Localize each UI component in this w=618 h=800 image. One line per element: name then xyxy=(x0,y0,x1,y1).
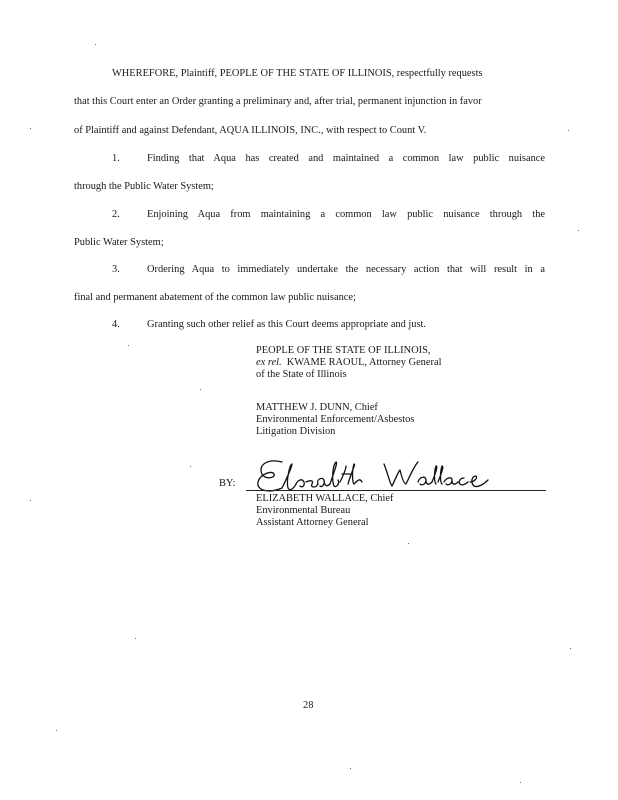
ex-rel-label: ex rel. xyxy=(256,356,282,368)
scan-speck xyxy=(128,345,129,346)
attorney-general-name: KWAME RAOUL, Attorney General xyxy=(286,356,442,368)
item-2-line-2: Public Water System; xyxy=(74,237,164,248)
scan-speck xyxy=(190,466,191,467)
prayer-line-1: WHEREFORE, Plaintiff, PEOPLE OF THE STATE OF ILLINOIS, respectfully requests xyxy=(112,68,483,79)
prayer-line-2: that this Court enter an Order granting a preliminary and, after trial, permanent injunction in favor xyxy=(74,96,482,107)
party-name: PEOPLE OF THE STATE OF ILLINOIS, xyxy=(256,345,431,356)
page-number: 28 xyxy=(303,700,314,711)
item-3-line-2: final and permanent abatement of the common law public nuisance; xyxy=(74,292,356,303)
signer-block xyxy=(256,493,393,529)
scan-speck xyxy=(408,543,409,544)
signer-title-line-1: Environmental Bureau xyxy=(256,504,351,516)
scan-speck xyxy=(30,500,31,501)
scan-speck xyxy=(570,648,571,649)
signature-line xyxy=(246,490,546,491)
item-number-1: 1. xyxy=(112,153,120,164)
chief-name: MATTHEW J. DUNN, Chief xyxy=(256,402,378,413)
item-1-line-1: Finding that Aqua has created and maintained a common law public nuisance xyxy=(147,153,545,164)
scan-speck xyxy=(520,782,521,783)
scan-speck xyxy=(568,130,569,131)
item-4-line-1: Granting such other relief as this Court deems appropriate and just. xyxy=(147,319,427,330)
item-number-3: 3. xyxy=(112,264,120,275)
attorney-general-line xyxy=(256,357,441,369)
prayer-line-3: of Plaintiff and against Defendant, AQUA ILLINOIS, INC., with respect to Count V. xyxy=(74,125,427,136)
chief-division-line-1: Environmental Enforcement/Asbestos xyxy=(256,413,415,425)
item-1-line-2: through the Public Water System; xyxy=(74,181,214,192)
by-label: BY: xyxy=(219,478,236,489)
scan-speck xyxy=(135,638,136,639)
scan-speck xyxy=(56,730,57,731)
chief-block xyxy=(256,402,414,438)
scan-speck xyxy=(578,230,579,231)
signature-block xyxy=(256,345,441,381)
item-2-line-1: Enjoining Aqua from maintaining a common law public nuisance through the xyxy=(147,209,545,220)
scan-speck xyxy=(95,44,96,45)
chief-division-line-2: Litigation Division xyxy=(256,425,336,437)
signer-title-line-2: Assistant Attorney General xyxy=(256,516,369,528)
scan-speck xyxy=(350,768,351,769)
scan-speck xyxy=(200,389,201,390)
item-3-line-1: Ordering Aqua to immediately undertake the necessary action that will result in a xyxy=(147,264,545,275)
signer-name: ELIZABETH WALLACE, Chief xyxy=(256,493,394,504)
item-number-4: 4. xyxy=(112,319,120,330)
attorney-general-state: of the State of Illinois xyxy=(256,368,347,380)
item-number-2: 2. xyxy=(112,209,120,220)
scan-speck xyxy=(30,128,31,129)
